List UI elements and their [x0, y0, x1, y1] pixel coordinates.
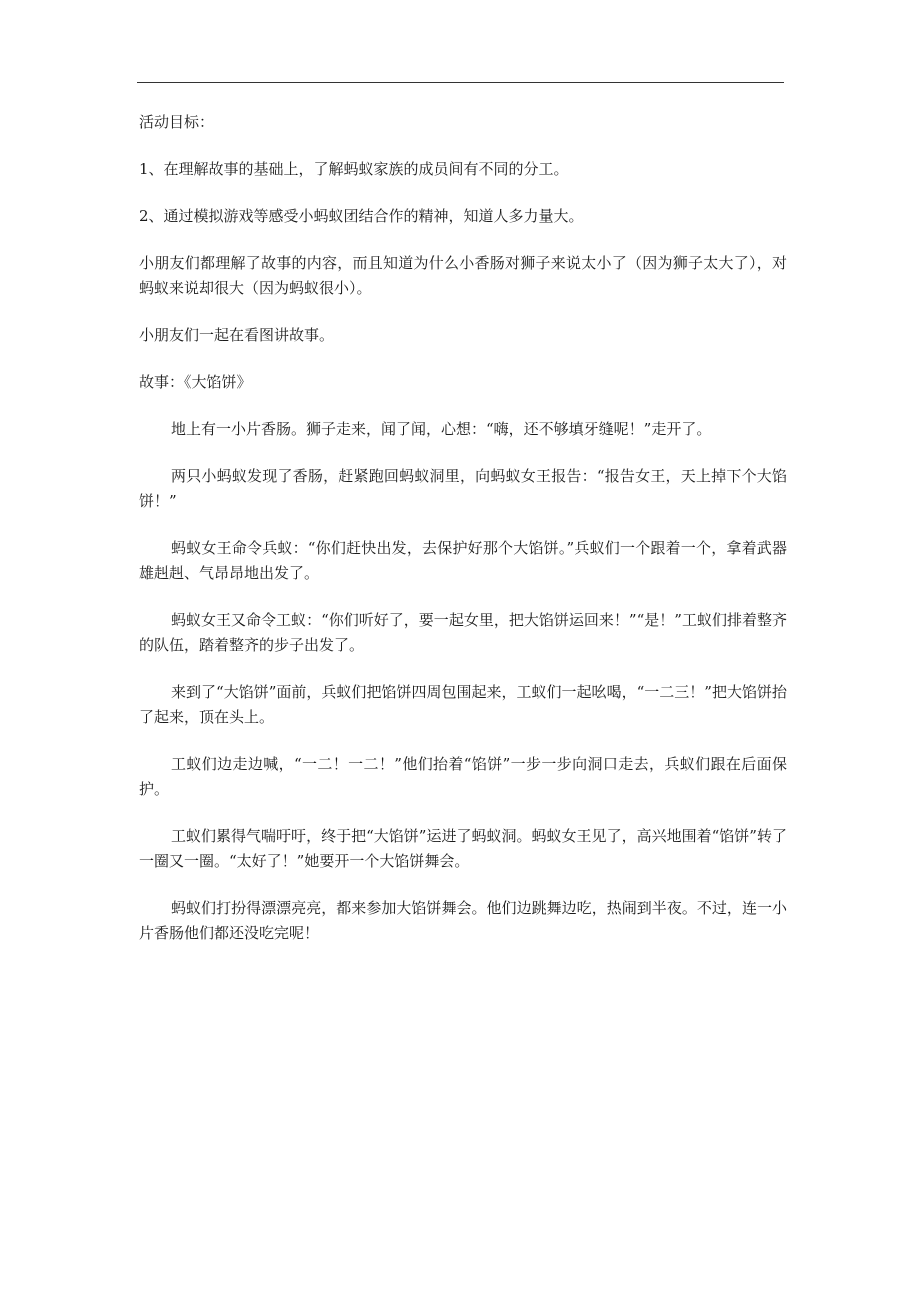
- story-title: 故事：《大馅饼》: [139, 373, 252, 391]
- story-paragraph: 工蚁们累得气喘吁吁，终于把“大馅饼”运进了蚂蚁洞。蚂蚁女王见了，高兴地围着“馅饼”转了一圈又一圈。“太好了！”她要开一个大馅饼舞会。: [139, 827, 787, 870]
- header-rule: [137, 82, 784, 83]
- story-paragraph: 来到了“大馅饼”面前，兵蚁们把馅饼四周包围起来，工蚁们一起吆喝，“一二三！”把大馅饼抬了起来，顶在头上。: [139, 683, 787, 726]
- intro-paragraph: 小朋友们一起在看图讲故事。: [139, 326, 335, 344]
- story-paragraph: 蚂蚁们打扮得漂漂亮亮，都来参加大馅饼舞会。他们边跳舞边吃，热闹到半夜。不过，连一小片香肠他们都还没吃完呢！: [139, 899, 787, 942]
- story-paragraph: 蚂蚁女王命令兵蚁：“你们赶快出发，去保护好那个大馅饼。”兵蚁们一个跟着一个，拿着武器雄赳赳、气昂昂地出发了。: [139, 539, 787, 582]
- goal-item: 1、在理解故事的基础上，了解蚂蚁家族的成员间有不同的分工。: [139, 160, 569, 178]
- intro-paragraph: 小朋友们都理解了故事的内容，而且知道为什么小香肠对狮子来说太小了（因为狮子太大了），对蚂蚁来说却很大（因为蚂蚁很小）。: [139, 254, 787, 297]
- story-paragraph: 两只小蚂蚁发现了香肠，赶紧跑回蚂蚁洞里，向蚂蚁女王报告：“报告女王，天上掉下个大馅饼！”: [139, 467, 787, 510]
- story-paragraph: 地上有一小片香肠。狮子走来，闻了闻，心想：“嗨，还不够填牙缝呢！”走开了。: [171, 420, 712, 438]
- story-paragraph: 蚂蚁女王又命令工蚁：“你们听好了，要一起女里，把大馅饼运回来！”“是！”工蚁们排着整齐的队伍，踏着整齐的步子出发了。: [139, 611, 787, 654]
- section-heading: 活动目标：: [139, 113, 215, 131]
- goal-item: 2、通过模拟游戏等感受小蚂蚁团结合作的精神，知道人多力量大。: [139, 207, 584, 225]
- document-body: [139, 110, 787, 968]
- story-paragraph: 工蚁们边走边喊，“一二！一二！”他们抬着“馅饼”一步一步向洞口走去，兵蚁们跟在后面保护。: [139, 755, 787, 798]
